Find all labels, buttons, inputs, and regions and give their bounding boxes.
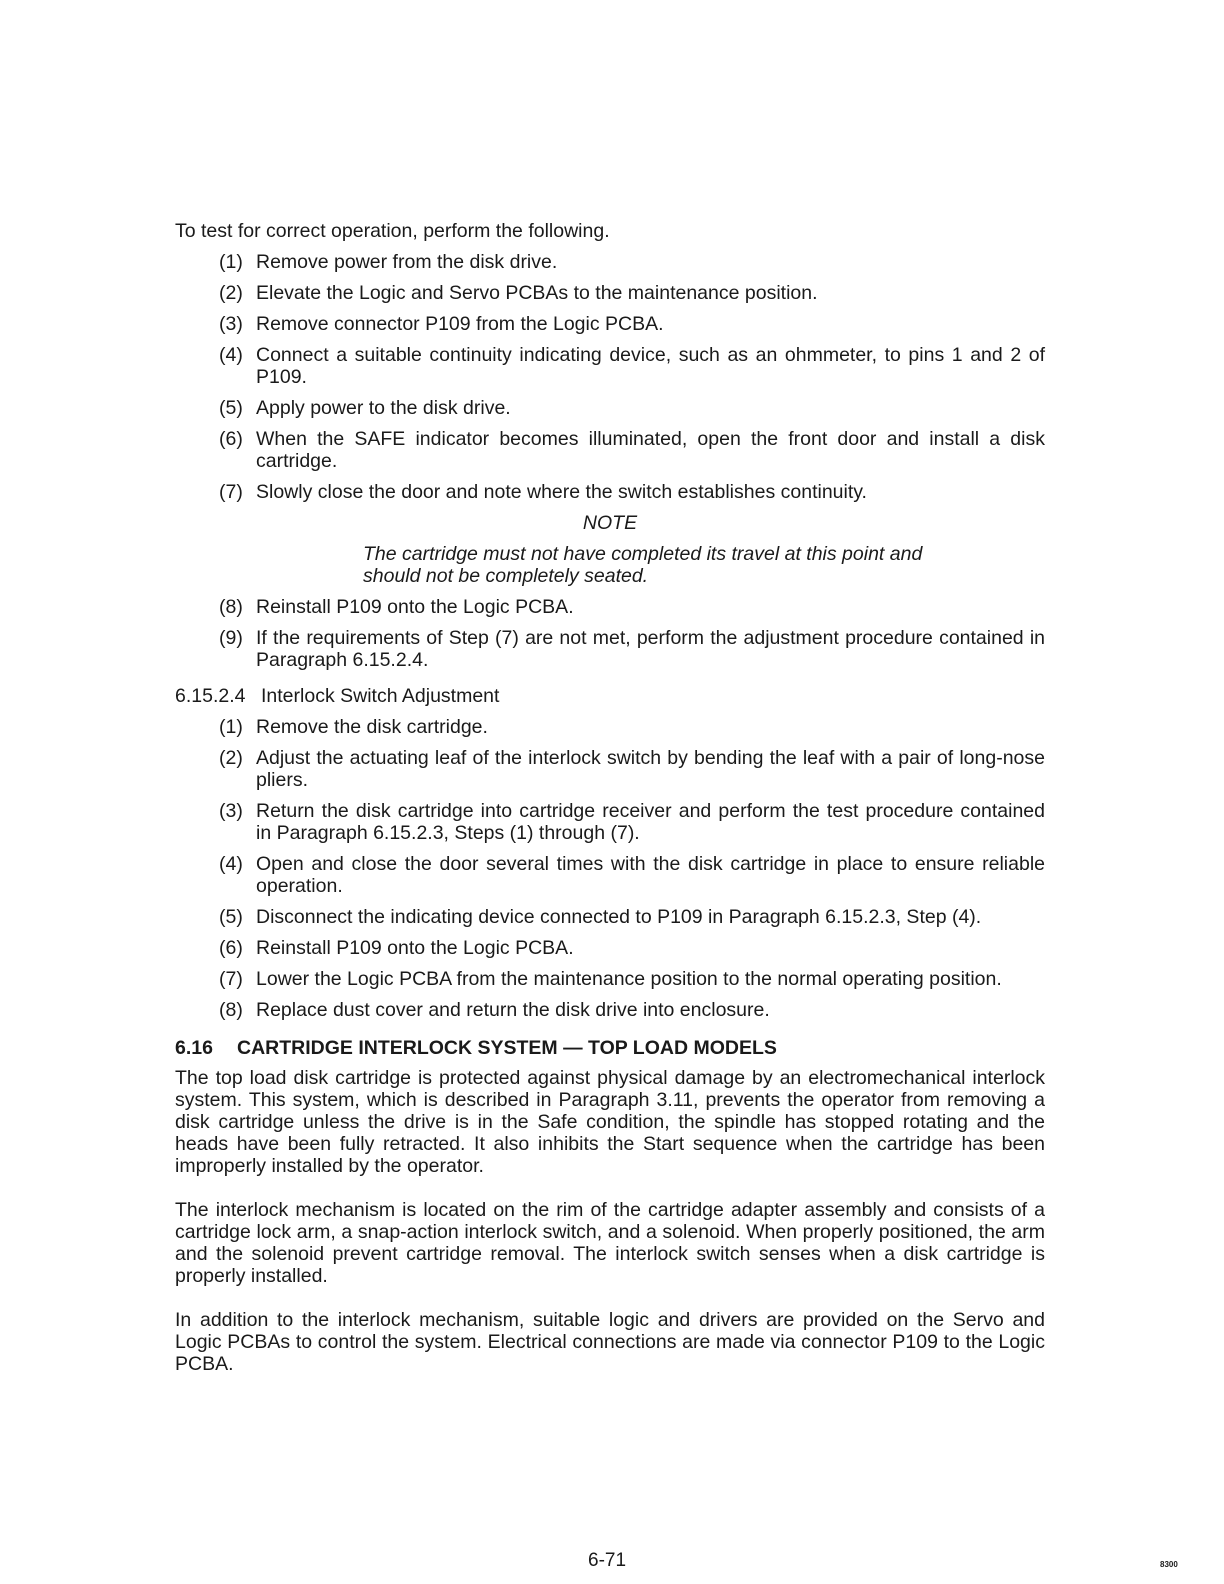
step-number: (1) [219, 251, 243, 273]
adjust-step [175, 906, 1045, 928]
step-text: Lower the Logic PCBA from the maintenance position to the normal operating position. [256, 968, 1002, 990]
step-number: (3) [219, 313, 243, 335]
adjust-step [175, 800, 1045, 844]
step-text: Reinstall P109 onto the Logic PCBA. [256, 596, 574, 618]
step-number: (7) [219, 968, 243, 990]
step-number: (2) [219, 282, 243, 304]
test-step [175, 627, 1045, 671]
subsection-title: Interlock Switch Adjustment [261, 685, 500, 707]
step-number: (1) [219, 716, 243, 738]
step-number: (7) [219, 481, 243, 503]
document-page [175, 220, 1045, 1397]
test-steps-list [175, 251, 1045, 503]
step-number: (8) [219, 999, 243, 1021]
test-steps-list-continued [175, 596, 1045, 671]
note-title: NOTE [582, 512, 638, 534]
step-number: (5) [219, 397, 243, 419]
page-number: 6-71 [588, 1550, 627, 1571]
step-number: (4) [219, 344, 243, 366]
section-number: 6.16 [175, 1037, 213, 1059]
step-text: Connect a suitable continuity indicating device, such as an ohmmeter, to pins 1 and 2 of P109. [256, 344, 1045, 388]
test-step [175, 344, 1045, 388]
test-step [175, 251, 1045, 273]
step-text: Remove power from the disk drive. [256, 251, 558, 273]
test-step [175, 282, 1045, 304]
step-text: Reinstall P109 onto the Logic PCBA. [256, 937, 574, 959]
subsection-heading [175, 685, 1045, 707]
adjust-step [175, 999, 1045, 1021]
body-paragraph: The interlock mechanism is located on the rim of the cartridge adapter assembly and consists of a cartridge lock arm, a snap-action interlock switch, and a solenoid. When properly positioned, the arm and the solenoid prevent cartridge removal. The interlock switch senses when a disk cartridge is properly installed. [175, 1199, 1045, 1287]
adjust-step [175, 716, 1045, 738]
section-heading [175, 1037, 1045, 1059]
adjust-step [175, 937, 1045, 959]
document-id: 8300 [1160, 1560, 1178, 1569]
adjust-step [175, 853, 1045, 897]
body-paragraph: In addition to the interlock mechanism, suitable logic and drivers are provided on the Servo and Logic PCBAs to control the system. Electrical connections are made via connector P109 to the Logic PCBA. [175, 1309, 1045, 1375]
test-step [175, 397, 1045, 419]
adjust-steps-list [175, 716, 1045, 1021]
adjust-step [175, 968, 1045, 990]
test-step [175, 481, 1045, 503]
step-text: Remove the disk cartridge. [256, 716, 488, 738]
step-number: (3) [219, 800, 243, 822]
test-step [175, 596, 1045, 618]
step-number: (2) [219, 747, 243, 769]
intro-text: To test for correct operation, perform the following. [175, 220, 610, 242]
step-text: Slowly close the door and note where the switch establishes continuity. [256, 481, 867, 503]
test-step [175, 313, 1045, 335]
step-text: Adjust the actuating leaf of the interlock switch by bending the leaf with a pair of long-nose pliers. [256, 747, 1045, 791]
step-number: (6) [219, 937, 243, 959]
step-text: Open and close the door several times with the disk cartridge in place to ensure reliable operation. [256, 853, 1045, 897]
step-text: Return the disk cartridge into cartridge receiver and perform the test procedure contained in Paragraph 6.15.2.3, Steps (1) through (7). [256, 800, 1045, 844]
test-step [175, 428, 1045, 472]
body-paragraph: The top load disk cartridge is protected against physical damage by an electromechanical interlock system. This system, which is described in Paragraph 3.11, prevents the operator from removing a disk cartridge unless the drive is in the Safe condition, the spindle has stopped rotating and the heads have been fully retracted. It also inhibits the Start sequence when the cartridge has been improperly installed by the operator. [175, 1067, 1045, 1177]
step-text: When the SAFE indicator becomes illuminated, open the front door and install a disk cartridge. [256, 428, 1045, 472]
step-text: Replace dust cover and return the disk drive into enclosure. [256, 999, 770, 1021]
step-number: (4) [219, 853, 243, 875]
step-text: Disconnect the indicating device connected to P109 in Paragraph 6.15.2.3, Step (4). [256, 906, 982, 928]
adjust-step [175, 747, 1045, 791]
step-text: Elevate the Logic and Servo PCBAs to the maintenance position. [256, 282, 818, 304]
step-number: (9) [219, 627, 243, 649]
section-title: CARTRIDGE INTERLOCK SYSTEM — TOP LOAD MODELS [237, 1037, 777, 1059]
note-text: The cartridge must not have completed its travel at this point and should not be completely seated. [363, 543, 923, 587]
step-number: (8) [219, 596, 243, 618]
step-text: If the requirements of Step (7) are not met, perform the adjustment procedure contained in Paragraph 6.15.2.4. [256, 627, 1045, 671]
step-number: (6) [219, 428, 243, 450]
step-number: (5) [219, 906, 243, 928]
step-text: Apply power to the disk drive. [256, 397, 511, 419]
subsection-number: 6.15.2.4 [175, 685, 246, 707]
step-text: Remove connector P109 from the Logic PCBA. [256, 313, 664, 335]
